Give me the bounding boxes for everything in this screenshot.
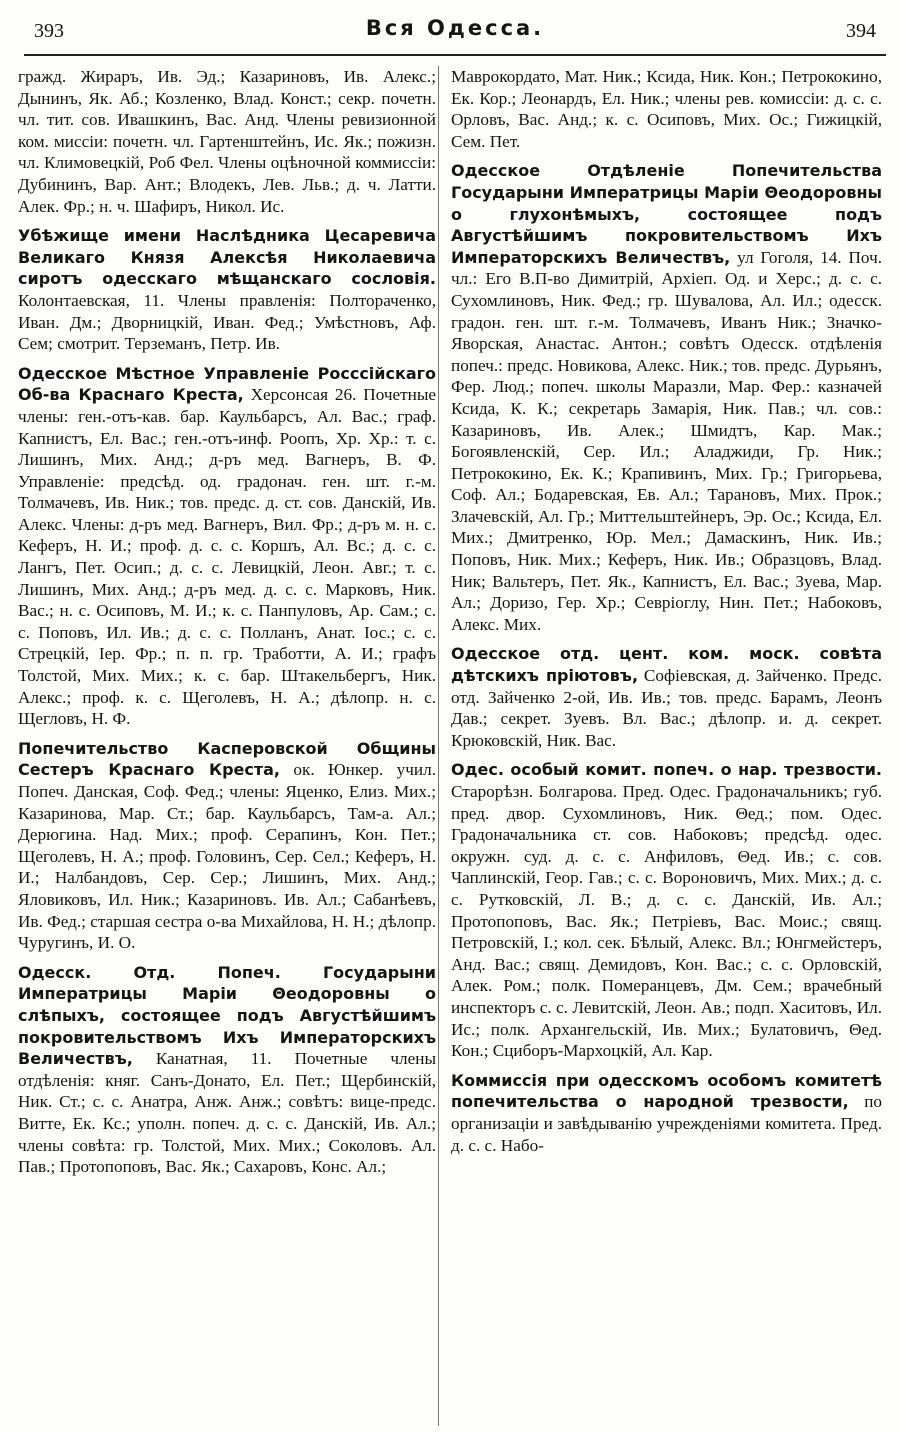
entry-heading: Одесское Отдѣленiе Попечительства Государыни Императрицы Марiи Θеодоровны о глухонѣмыхъ, состоящее подъ Августѣйшимъ покровительствомъ Ихъ Императорскихъ Величествъ,	[451, 161, 882, 267]
entry-continuation	[451, 66, 882, 152]
entry-kasperovskaya	[18, 738, 436, 954]
entry-text: ок. Юнкер. учил. Попеч. Данская, Соф. Фед.; члены: Яценко, Елиз. Мих.; Казаринова, Мар. Ст.; бар. Каульбарсъ, Там-а. Ал.; Дерюгина. Над. Мих.; проф. Серапинъ, Кон. Пет.; Щеголевъ, Н. А.; проф. Головинъ, Сер. Сел.; Кеферъ, Н. И.; Налбандовъ, Сер. Сер.; Лишинъ, Мих. Анд.; Яловиковъ, Ил. Ник.; Казариновъ. Ив. Ал.; Сабанѣевъ, Ив. Фед.; старшая сестра о-ва Михайлова, Н. Н.; дѣлопр. Чуругинъ, И. О.	[18, 760, 436, 953]
entry-text: Старорѣзн. Болгарова. Пред. Одес. Градоначальникъ; губ. пред. двор. Сухомлиновъ, Ник. Θед.; пом. Одес. Градоначальника ст. сов. Набоковъ; предсѣд. одес. окружн. суд. д. с. с. Анфиловъ, Θед. Ив.; с. сов. Чаплинскiй, Геор. Гав.; с. с. Вороновичъ, Мих. Мих.; д. с. с. Рутковскiй, Л. В.; д. с. с. Данскiй, Ив. Ал.; Протопоповъ, Вас. Як.; Петрiевъ, Вас. Моис.; свящ. Петровскiй, I.; кол. сек. Бѣлый, Алекс. Вл.; Юнгмейстеръ, Анд. Вас.; свящ. Демидовъ, Кон. Вас.; с. с. Орловскiй, Алек. Ром.; полк. Померанцевъ, Дм. Сем.; врачебный инспекторъ с. с. Левитскiй, Леон. Ав.; подп. Хаситовъ, Ил. Ис.; полк. Архангельскiй, Ив. Мих.; Булатовичъ, Θед. Кон.; Сциборъ-Мархоцкiй, Ал. Кар.	[451, 782, 882, 1061]
left-column	[18, 66, 436, 1426]
entry-continuation	[18, 66, 436, 217]
running-title: Вся Одесса.	[365, 16, 545, 40]
entry-text: Канатная, 11. Почетные члены отдѣленiя: княг. Санъ-Донато, Ел. Пет.; Щербинскiй, Ник. Ст.; с. с. Анатра, Анж. Анж.; совѣтъ: вице-предс. Витте, Ек. Кс.; уполн. попеч. д. с. с. Данскiй, Ив. Ал.; члены совѣта: гр. Толстой, Мих. Мих.; Соколовъ. Ал. Пав.; Протопоповъ, Вас. Як.; Сахаровъ, Конс. Ал.;	[18, 1049, 436, 1177]
column-divider	[438, 66, 439, 1426]
entry-heading: Одесск. Отд. Попеч. Государыни Императрицы Марiи Θеодоровны о слѣпыхъ, состоящее подъ Августѣйшимъ покровительствомъ Ихъ Императорскихъ Величествъ,	[18, 962, 436, 1069]
page-number-right: 394	[846, 20, 876, 42]
entry-heading: Коммиссiя при одесскомъ особомъ комитетѣ попечительства о народной трезвости,	[451, 1070, 882, 1112]
entry-heading: Попечительство Касперовской Общины Сестеръ Краснаго Креста,	[18, 738, 436, 780]
entry-deaf-care	[451, 160, 882, 635]
entry-text: Маврокордато, Мат. Ник.; Ксида, Ник. Кон.; Петрококино, Ек. Кор.; Леонардъ, Ел. Ник.; члены рев. комиссiи: д. с. с. Орловъ, Вас. Анд.; к. с. Осиповъ, Мих. Ос.; Гижицкiй, Сем. Пет.	[451, 67, 882, 151]
entry-temperance-committee	[451, 759, 882, 1061]
page-header	[24, 14, 886, 56]
entry-heading: Одесское отд. цент. ком. моск. совѣта дѣтскихъ прiютовъ,	[451, 644, 882, 686]
entry-orphanage	[18, 225, 436, 355]
entry-text: гражд. Жираръ, Ив. Эд.; Казариновъ, Ив. Алекс.; Дынинъ, Як. Аб.; Козленко, Влад. Конст.; секр. почетн. чл. тит. сов. Ивашкинъ, Вас. Анд. Члены ревизионной ком. миссiи: почетн. чл. Гартенштейнъ, Ис. Як.; пожизн. чл. Климовецкiй, Роб Фел. Члены оцѣночной коммиссiи: Дубининъ, Вар. Ант.; Влодекъ, Лев. Льв.; д. ч. Латти. Алек. Фр.; н. ч. Шафиръ, Никол. Ис.	[18, 67, 436, 216]
entry-childrens-shelters	[451, 643, 882, 751]
entry-heading: Убѣжище имени Наслѣдника Цесаревича Великаго Князя Алексѣя Николаевича сиротъ одесскаго мѣщанскаго сословiя.	[18, 226, 436, 289]
entry-text: Софiевская, д. Зайченко. Предс. отд. Зайченко 2-ой, Ив. Ив.; тов. предс. Барамъ, Леонъ Дав.; секрет. Зуевъ. Вл. Вас.; дѣлопр. и. д. секрет. Крюковскiй, Ник. Вас.	[451, 666, 882, 750]
entry-text: Колонтаевская, 11. Члены правленiя: Полтораченко, Иван. Дм.; Дворницкiй, Иван. Фед.; Умѣстновъ, Аф. Сем; смотрит. Терземанъ, Петр. Ив.	[18, 290, 436, 354]
entry-text: по организацiи и завѣдыванiю учрежденiями комитета. Пред. д. с. с. Набо-	[451, 1092, 882, 1155]
entry-red-cross	[18, 363, 436, 730]
entry-heading: Одес. особый комит. попеч. о нар. трезвости.	[451, 760, 882, 780]
entry-temperance-commission	[451, 1070, 882, 1156]
page-number-left: 393	[34, 20, 64, 42]
entry-text: ул Гоголя, 14. Поч. чл.: Его В.П-во Димитрiй, Архiеп. Од. и Херс.; д. с. с. Сухомлиновъ, Ник. Фед.; гр. Шувалова, Ал. Ил.; одесск. градон. ген. шт. г.-м. Толмачевъ, Иванъ Ник.; Значко-Яворская, Анастас. Антон.; совѣтъ Одесск. отдѣленiя попеч.: предс. Новикова, Алекс. Ник.; тов. предс. Дурьянъ, Фер. Люд.; попеч. школы Маразли, Мар. Фер.: казначей Ксида, К. К.; секретарь Замарiя, Ник. Пав.; чл. сов.: Казариновъ, Ив. Алек.; Шмидтъ, Кар. Мак.; Богоявленскiй, Сер. Ил.; Аладжиди, Гр. Ник.; Петрококино, Ек. К.; Крапивинъ, Мих. Гр.; Григорьева, Соф. Ал.; Бодаревская, Ев. Ал.; Тарановъ, Мих. Прок.; Злачевскiй, Ал. Гр.; Миттельштейнеръ, Эр. Ос.; Ксида, Ел. Мих.; Дмитренко, Юр. Мел.; Дамаскинъ, Ник. Ив.; Поповъ, Ник. Мих.; Кеферъ, Ник. Ив.; Образцовъ, Влад. Ник; Вальтеръ, Пет. Як., Капнистъ, Ел. Вас.; Зуева, Мар. Ал.; Доризо, Гер. Хр.; Севрiоглу, Нин. Пет.; Набоковъ, Алекс. Мих.	[451, 247, 882, 634]
entry-text: Херсонсая 26. Почетные члены: ген.-отъ-кав. бар. Каульбарсъ, Ал. Вас.; граф. Капнистъ, Ел. Вас.; ген.-отъ-инф. Роопъ, Хр. Хр.: т. с. Лишинъ, Мих. Анд.; д-ръ мед. Вагнеръ, В. Ф. Управленiе: предсѣд. од. градонач. ген. шт. г.-м. Толмачевъ, Ив. Ник.; тов. предс. д. ст. сов. Данскiй, Ив. Алекс. Члены: д-ръ мед. Вагнеръ, Вил. Фр.; д-ръ м. н. с. Кеферъ, Н. И.; проф. д. с. с. Коршъ, Ал. Вс.; д. с. с. Лангъ, Пет. Осип.; д. с. с. Левицкiй, Леон. Авг.; т. с. Лишинъ, Мих. Анд.; д-ръ мед. д. с. с. Марковъ, Ник. Вас.; н. с. Осиповъ, М. И.; к. с. Панпуловъ, Ар. Сам.; с. с. Поповъ, Ил. Ив.; д. с. с. Полланъ, Анат. Iос.; с. с. Стрецкiй, Iер. Фр.; п. п. гр. Тработти, А. И.; графъ Толстой, Мих. Мих.; к. с. бар. Штакельбергъ, Ник. Алекс.; проф. к. с. Щеголевъ, Н. А.; дѣлопр. н. с. Щегловъ, Н. Ф.	[18, 385, 436, 729]
entry-blind-care	[18, 962, 436, 1178]
right-column	[451, 66, 882, 1426]
entry-heading: Одесское Мѣстное Управленiе Росссiйскаго Об-ва Краснаго Креста,	[18, 363, 436, 405]
